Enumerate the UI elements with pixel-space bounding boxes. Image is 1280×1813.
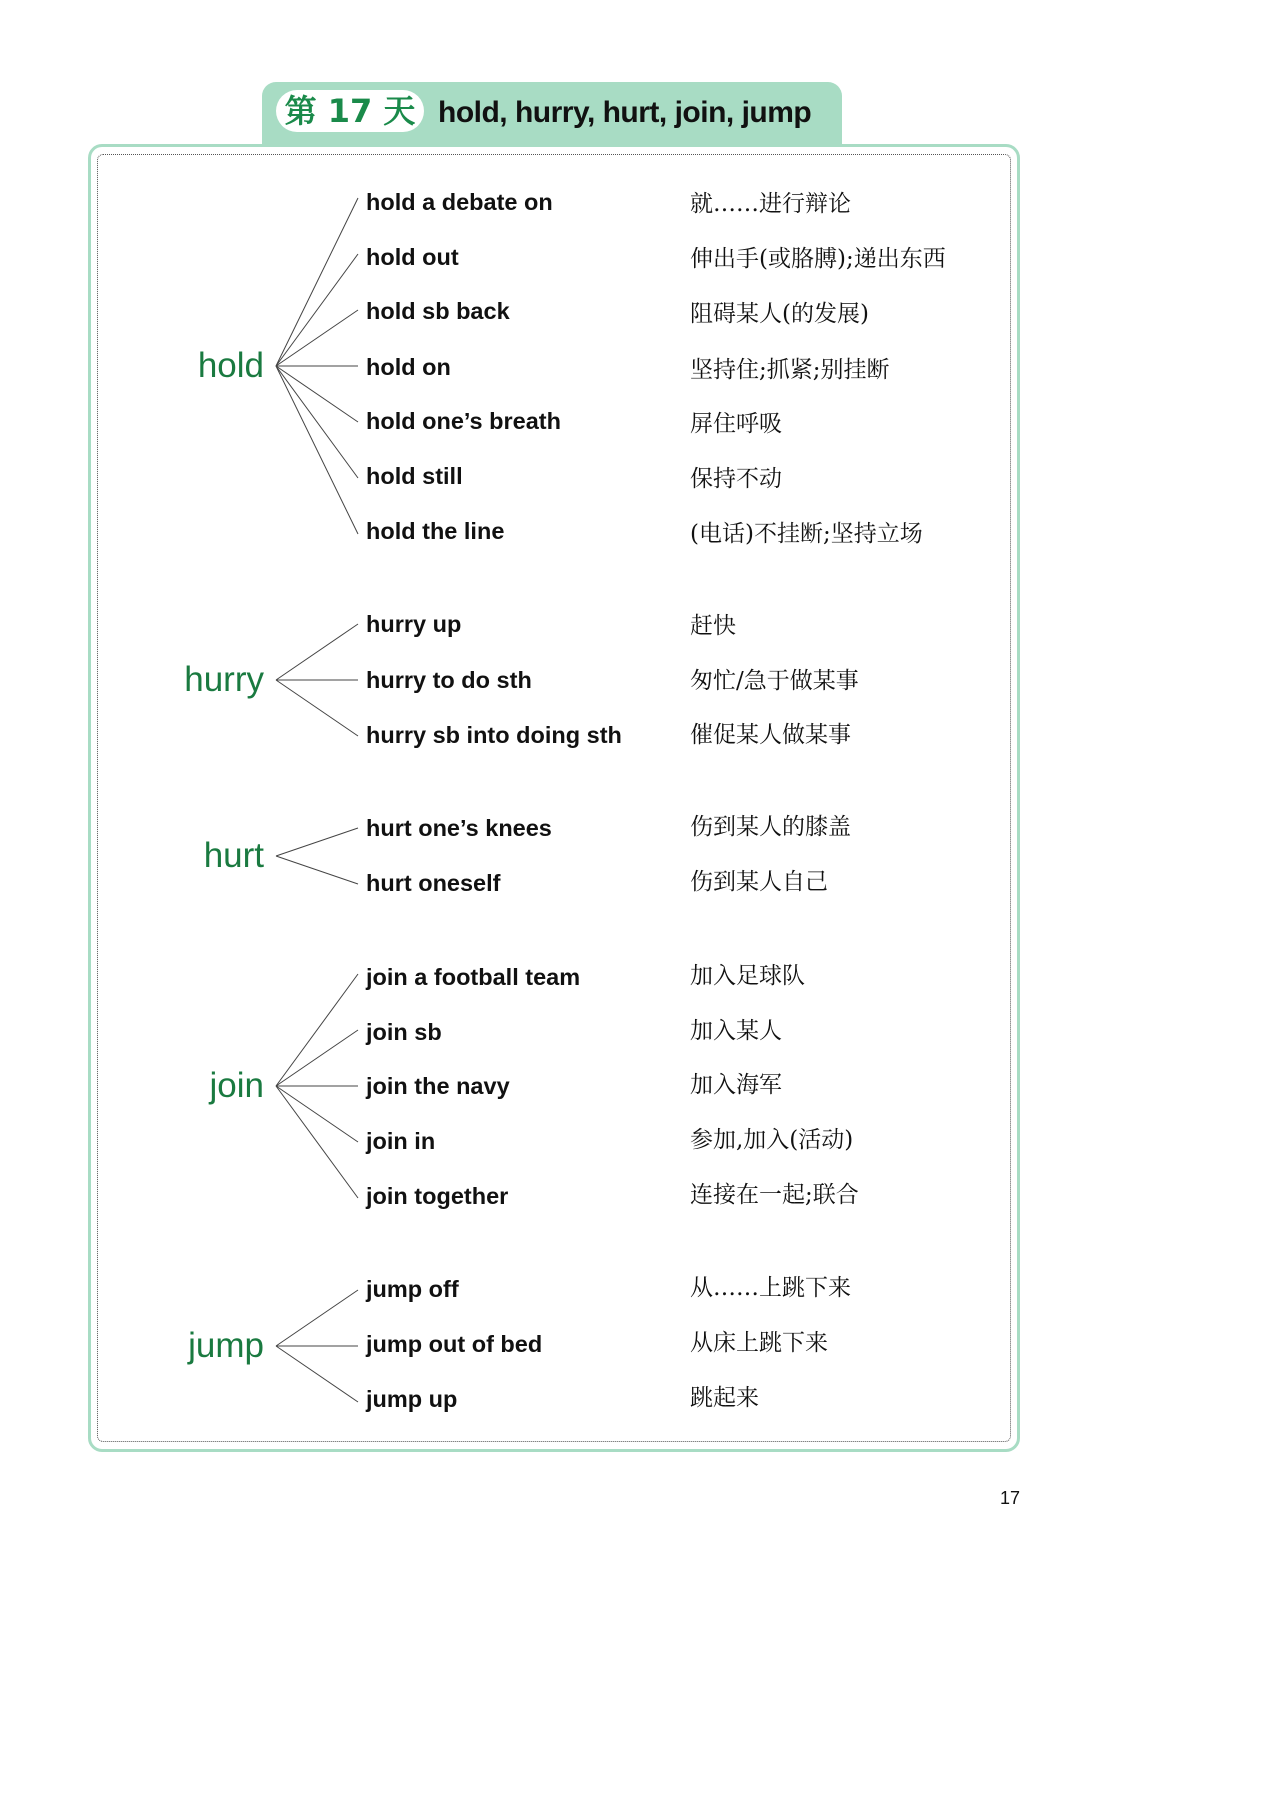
phrase-en: hold sb back [366, 298, 510, 324]
phrase-zh: 加入某人 [690, 1018, 782, 1044]
phrase-en: hold out [366, 244, 459, 270]
branch-line [276, 624, 358, 680]
branch-line [276, 198, 358, 366]
phrase-zh: 加入海军 [690, 1072, 782, 1098]
day-label: 第 17 天 [284, 92, 416, 130]
headword-join: join [209, 1066, 264, 1105]
hurt-branches [276, 828, 358, 884]
phrase-zh: 参加,加入(活动) [690, 1127, 854, 1153]
phrase-zh: 催促某人做某事 [690, 722, 851, 748]
branch-line [276, 1030, 358, 1086]
phrase-en: hurry sb into doing sth [366, 722, 622, 748]
branch-line [276, 680, 358, 736]
branch-line [276, 366, 358, 422]
phrase-zh: 匆忙/急于做某事 [690, 668, 859, 694]
phrase-en: hurry up [366, 611, 462, 637]
headword-jump: jump [188, 1326, 264, 1365]
branch-line [276, 1086, 358, 1142]
phrase-en: join sb [366, 1019, 442, 1045]
phrase-zh: 伤到某人自己 [690, 869, 828, 895]
phrase-zh: 伸出手(或胳膊);递出东西 [690, 246, 946, 272]
phrase-en: hold one’s breath [366, 408, 561, 434]
branch-line [276, 310, 358, 366]
branch-line [276, 366, 358, 478]
phrase-en: hold still [366, 463, 463, 489]
phrase-en: join together [366, 1183, 509, 1209]
phrase-zh: 屏住呼吸 [690, 411, 782, 437]
phrase-zh: 坚持住;抓紧;别挂断 [690, 357, 890, 383]
jump-branches [276, 1290, 358, 1402]
phrase-en: join the navy [366, 1073, 510, 1099]
hurry-branches [276, 624, 358, 736]
words-title: hold, hurry, hurt, join, jump [438, 96, 812, 129]
headword-hold: hold [197, 346, 264, 385]
phrase-en: join a football team [366, 964, 581, 990]
phrase-zh: 伤到某人的膝盖 [690, 814, 851, 840]
phrase-zh: 加入足球队 [690, 963, 805, 989]
hold-branches [276, 198, 358, 534]
branch-line [276, 856, 358, 884]
phrase-en: hurt one’s knees [366, 815, 552, 841]
phrase-en: hurt oneself [366, 870, 501, 896]
phrase-en: hold a debate on [366, 189, 553, 215]
phrase-zh: 从……上跳下来 [690, 1275, 851, 1301]
phrase-en: hold on [366, 354, 451, 380]
phrase-zh: 连接在一起;联合 [690, 1182, 859, 1208]
phrase-zh: 就……进行辩论 [690, 191, 851, 217]
headword-hurry: hurry [184, 660, 264, 699]
page-number: 17 [1000, 1488, 1021, 1508]
branch-line [276, 1290, 358, 1346]
phrase-zh: (电话)不挂断;坚持立场 [690, 521, 923, 547]
headword-hurt: hurt [203, 836, 264, 875]
phrase-en: join in [366, 1128, 436, 1154]
phrase-en: jump out of bed [366, 1331, 543, 1357]
phrase-en: hurry to do sth [366, 667, 532, 693]
phrase-zh: 从床上跳下来 [690, 1330, 828, 1356]
branch-line [276, 366, 358, 534]
branch-line [276, 1346, 358, 1402]
branch-line [276, 1086, 358, 1198]
branch-line [276, 828, 358, 856]
branch-line [276, 254, 358, 366]
join-branches [276, 974, 358, 1198]
phrase-zh: 赶快 [690, 613, 736, 639]
branch-line [276, 974, 358, 1086]
phrase-en: jump up [366, 1386, 458, 1412]
phrase-zh: 阻碍某人(的发展) [690, 301, 869, 327]
phrase-en: jump off [366, 1276, 459, 1302]
phrase-zh: 保持不动 [690, 466, 782, 492]
phrase-zh: 跳起来 [690, 1385, 759, 1411]
phrase-en: hold the line [366, 518, 505, 544]
